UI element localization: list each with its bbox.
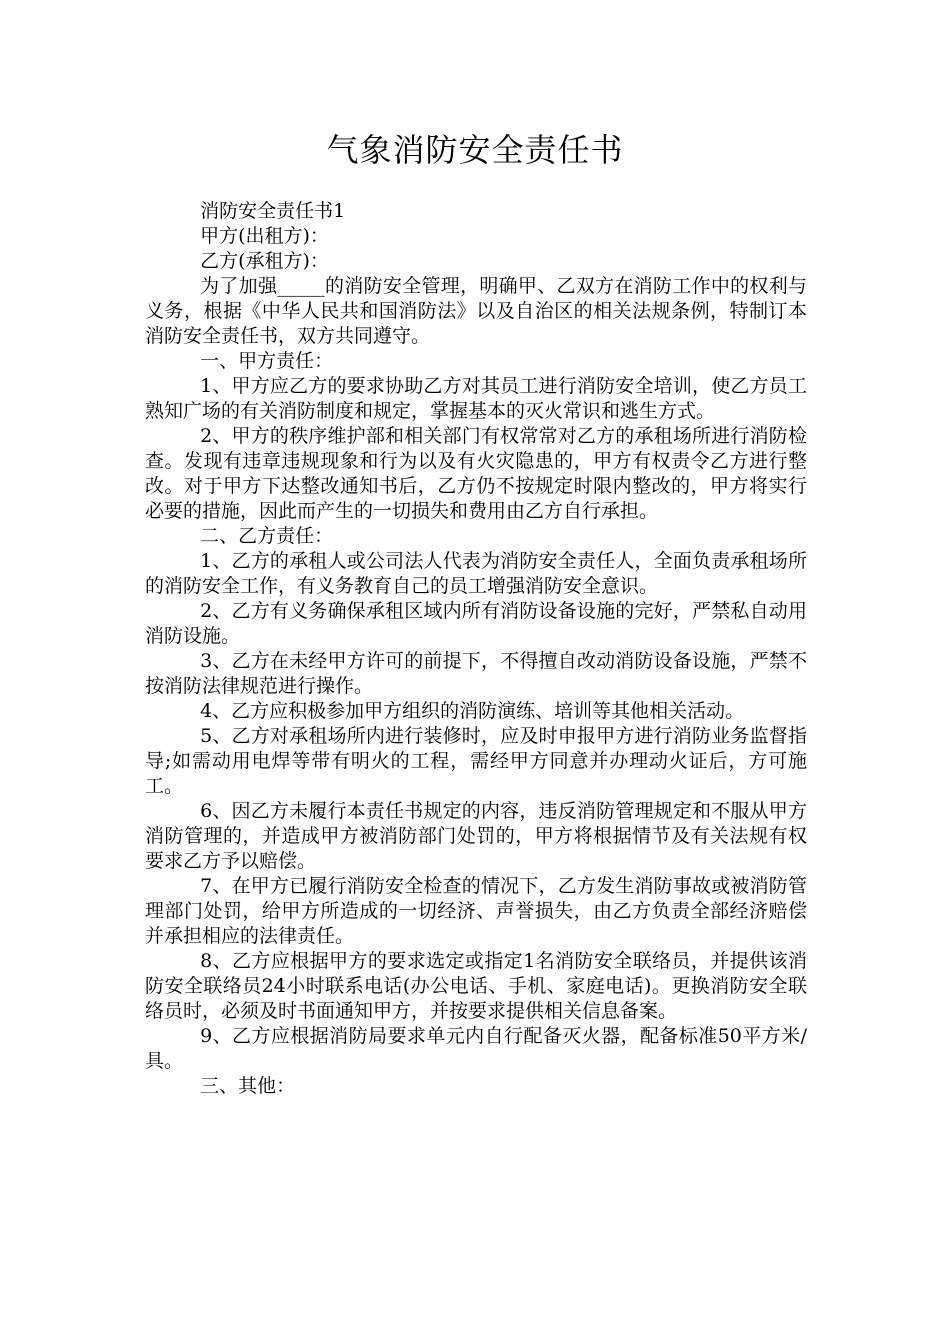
paragraph-party-a: 甲方(出租方)：	[200, 225, 329, 247]
clause-b-1: 1、乙方的承租人或公司法人代表为消防安全责任人，全面负责承租场所的消防安全工作，有义务教育自己的员工增强消防安全意识。	[145, 550, 807, 597]
section-heading-other: 三、其他：	[200, 1075, 296, 1097]
clause-b-9: 9、乙方应根据消防局要求单元内自行配备灭火器，配备标准50平方米/具。	[145, 1025, 807, 1072]
section-heading-party-b: 二、乙方责任：	[200, 525, 334, 547]
document-title: 气象消防安全责任书	[326, 131, 624, 169]
clause-b-3: 3、乙方在未经甲方许可的前提下，不得擅自改动消防设备设施，严禁不按消防法律规范进行操作。	[145, 650, 807, 697]
clause-b-4: 4、乙方应积极参加甲方组织的消防演练、培训等其他相关活动。	[200, 700, 745, 722]
section-heading-party-a: 一、甲方责任：	[200, 350, 334, 372]
clause-a-2: 2、甲方的秩序维护部和相关部门有权常常对乙方的承租场所进行消防检查。发现有违章违规现象和行为以及有火灾隐患的，甲方有权责令乙方进行整改。对于甲方下达整改通知书后，乙方仍不按规定时限内整改的，甲方将实行必要的措施，因此而产生的一切损失和费用由乙方自行承担。	[145, 425, 807, 522]
clause-b-2: 2、乙方有义务确保承租区域内所有消防设备设施的完好，严禁私自动用消防设施。	[145, 600, 807, 647]
clause-b-7: 7、在甲方已履行消防安全检查的情况下，乙方发生消防事故或被消防管理部门处罚，给甲方所造成的一切经济、声誉损失，由乙方负责全部经济赔偿并承担相应的法律责任。	[145, 875, 807, 947]
clause-a-1: 1、甲方应乙方的要求协助乙方对其员工进行消防安全培训，使乙方员工熟知广场的有关消防制度和规定，掌握基本的灭火常识和逃生方式。	[145, 375, 807, 422]
clause-b-6: 6、因乙方未履行本责任书规定的内容，违反消防管理规定和不服从甲方消防管理的，并造成甲方被消防部门处罚的，甲方将根据情节及有关法规有权要求乙方予以赔偿。	[145, 800, 807, 872]
paragraph-party-b: 乙方(承租方)：	[200, 250, 329, 272]
document-body	[145, 199, 807, 1099]
clause-b-8: 8、乙方应根据甲方的要求选定或指定1名消防安全联络员，并提供该消防安全联络员24小时联系电话(办公电话、手机、家庭电话)。更换消防安全联络员时，必须及时书面通知甲方，并按要求提供相关信息备案。	[145, 950, 807, 1022]
clause-b-5: 5、乙方对承租场所内进行装修时，应及时申报甲方进行消防业务监督指导;如需动用电焊等带有明火的工程，需经甲方同意并办理动火证后，方可施工。	[145, 725, 807, 797]
paragraph-heading: 消防安全责任书1	[200, 200, 346, 222]
paragraph-preamble: 为了加强_____的消防安全管理，明确甲、乙双方在消防工作中的权利与义务，根据《中华人民共和国消防法》以及自治区的相关法规条例，特制订本消防安全责任书，双方共同遵守。	[145, 275, 807, 347]
